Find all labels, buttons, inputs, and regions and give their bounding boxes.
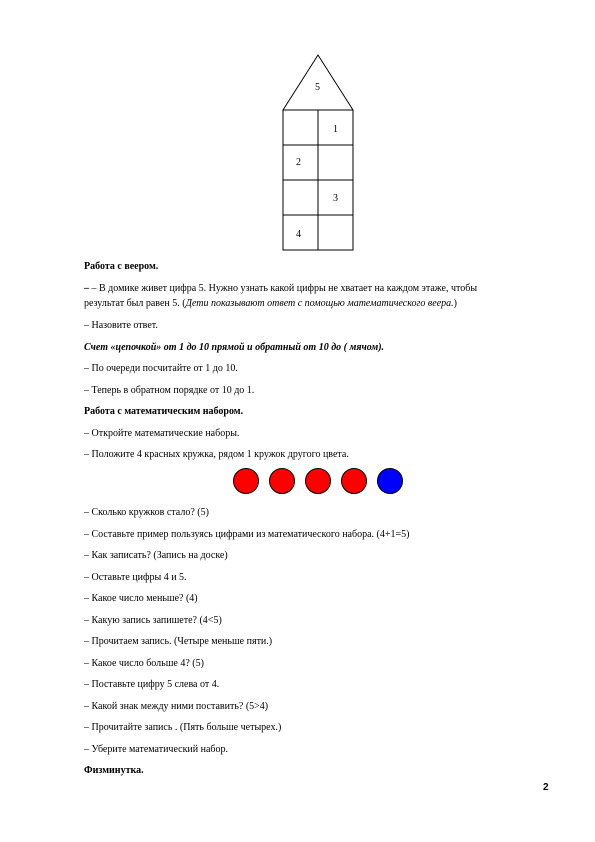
red-circle [233, 468, 259, 494]
house-floors-grid [283, 110, 353, 250]
paragraph-q-sign: – Какой знак между ними поставить? (5>4) [84, 701, 269, 712]
task-dash: – [84, 283, 89, 294]
heading-physical-break: Физминутка. [84, 765, 144, 776]
heading-chain-count: Счет «цепочкой» от 1 до 10 прямой и обратный от 10 до ( мячом). [84, 342, 385, 353]
blue-circle [377, 468, 403, 494]
paragraph-q-how-many: – Сколько кружков стало? (5) [84, 507, 209, 518]
paragraph-task-line-2 [84, 296, 544, 311]
paragraph-task-line-1 [84, 281, 544, 296]
heading-math-set: Работа с математическим набором. [84, 406, 244, 417]
paragraph-place-circles: – Положите 4 красных кружка, рядом 1 кружок другого цвета. [84, 449, 349, 460]
paragraph-q-compose: – Составьте пример пользуясь цифрами из математического набора. (4+1=5) [84, 529, 410, 540]
paragraph-q-greater: – Какое число больше 4? (5) [84, 658, 204, 669]
paragraph-name-answer: – Назовите ответ. [84, 320, 158, 331]
paragraph-count-back: – Теперь в обратном порядке от 10 до 1. [84, 385, 255, 396]
red-circle [305, 468, 331, 494]
paragraph-read-record-2: – Прочитайте запись . (Пять больше четырех.) [84, 722, 282, 733]
red-circle [269, 468, 295, 494]
paragraph-open-sets: – Откройте математические наборы. [84, 428, 240, 439]
paragraph-q-write: – Как записать? (Запись на доске) [84, 550, 228, 561]
heading-fan-work: Работа с веером. [84, 261, 159, 272]
paragraph-q-less: – Какое число меньше? (4) [84, 593, 198, 604]
house-outline [0, 0, 595, 260]
paragraph-place-five: – Поставьте цифру 5 слева от 4. [84, 679, 220, 690]
paragraph-remove-set: – Уберите математический набор. [84, 744, 229, 755]
task-note-end: ) [453, 298, 457, 309]
floor-1-right: 1 [333, 124, 338, 135]
red-circle [341, 468, 367, 494]
floor-3-right: 3 [333, 193, 338, 204]
task-text-2: результат был равен 5. ( [84, 298, 186, 309]
task-note-italic: Дети показывают ответ с помощью математического веера. [185, 298, 454, 309]
paragraph-read-record: – Прочитаем запись. (Четыре меньше пяти.) [84, 636, 273, 647]
paragraph-count-forward: – По очереди посчитайте от 1 до 10. [84, 363, 238, 374]
page-number: 2 [543, 782, 549, 793]
floor-4-left: 4 [296, 229, 301, 240]
floor-2-left: 2 [296, 157, 301, 168]
number-house-diagram [0, 0, 595, 260]
task-text: – В домике живет цифра 5. Нужно узнать какой цифры не хватает на каждом этаже, чтобы [91, 283, 478, 294]
paragraph-q-record: – Какую запись запишете? (4<5) [84, 615, 222, 626]
paragraph-leave-digits: – Оставьте цифры 4 и 5. [84, 572, 187, 583]
roof-number: 5 [315, 82, 320, 93]
